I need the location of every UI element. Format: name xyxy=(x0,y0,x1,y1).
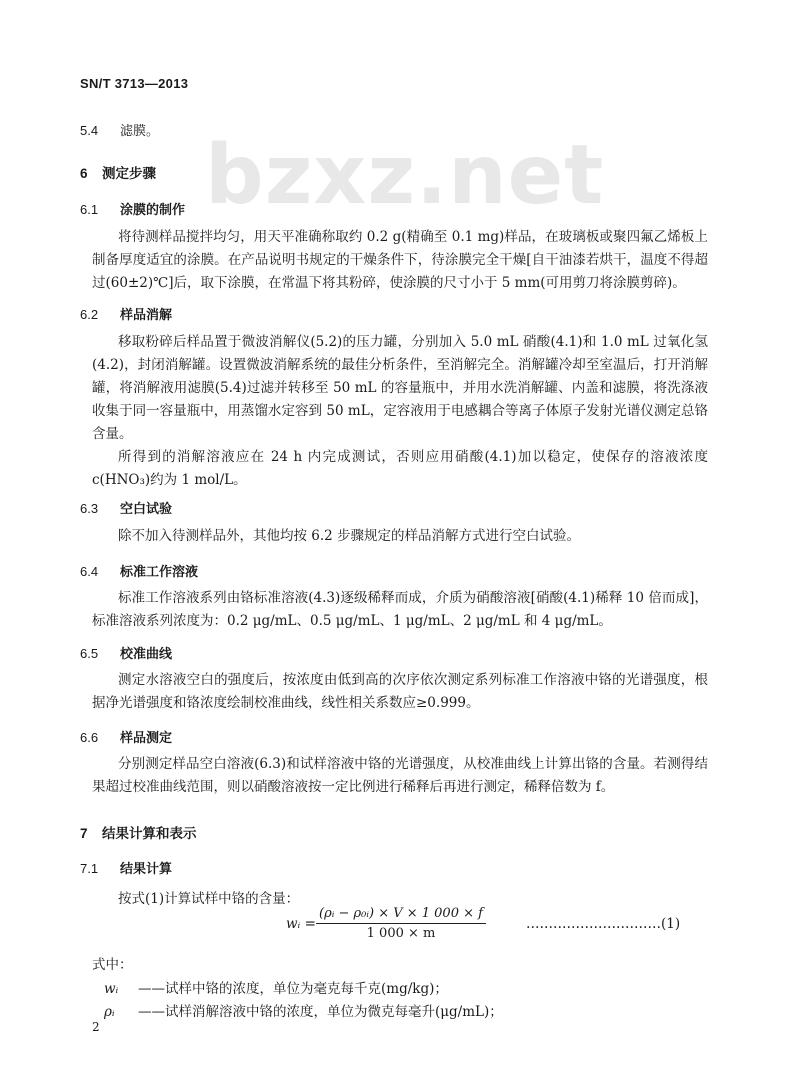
section-number: 7 xyxy=(80,826,88,841)
formula-fraction xyxy=(316,906,486,941)
section-title: 测定步骤 xyxy=(102,166,156,182)
formula-intro: 按式(1)计算试样中铬的含量： xyxy=(118,891,300,907)
variable-definition xyxy=(104,977,448,997)
section-title: 结果计算和表示 xyxy=(102,826,197,842)
page-number: 2 xyxy=(92,1020,100,1034)
formula-numerator: (ρᵢ − ρ₀ᵢ) × V × 1 000 × f xyxy=(316,906,486,924)
variable-symbol: wᵢ xyxy=(104,981,119,997)
variable-description: ——试样中铬的浓度，单位为毫克每千克(mg/kg)； xyxy=(138,981,448,997)
variable-description: ——试样消解溶液中铬的浓度，单位为微克每毫升(μg/mL)； xyxy=(138,1004,503,1020)
paragraph-6-5: 测定水溶液空白的强度后，按浓度由低到高的次序依次测定系列标准工作溶液中铬的光谱强度，根据净光谱强度和铬浓度绘制校准曲线，线性相关系数应≥0.999。 xyxy=(92,672,708,711)
section-title: 空白试验 xyxy=(120,502,173,517)
formula-equation-number: …………………………(1) xyxy=(526,916,681,932)
section-number: 7.1 xyxy=(80,861,99,876)
section-number: 6.2 xyxy=(80,307,99,322)
watermark: bzxz.net xyxy=(205,128,605,223)
section-number: 6.3 xyxy=(80,501,99,516)
section-6-1-heading xyxy=(80,199,185,218)
section-6-2-heading xyxy=(80,304,172,323)
variable-symbol: ρᵢ xyxy=(104,1004,115,1020)
section-5-4 xyxy=(80,120,159,139)
formula-1 xyxy=(286,906,706,946)
section-number: 6.1 xyxy=(80,202,99,217)
paragraph-6-6: 分别测定样品空白溶液(6.3)和试样溶液中铬的光谱强度，从校准曲线上计算出铬的含量。若测得结果超过校准曲线范围，则以硝酸溶液按一定比例进行稀释后再进行测定，稀释倍数为 f。 xyxy=(92,756,708,795)
section-6-heading xyxy=(80,162,156,182)
section-text: 滤膜。 xyxy=(120,124,160,139)
section-7-heading xyxy=(80,822,197,842)
section-number: 6.6 xyxy=(80,730,99,745)
section-number: 6.5 xyxy=(80,646,99,661)
section-title: 样品测定 xyxy=(120,731,173,746)
section-number: 6 xyxy=(80,166,88,181)
formula-lhs: wᵢ = xyxy=(286,916,316,932)
paragraph-6-2-a: 移取粉碎后样品置于微波消解仪(5.2)的压力罐，分别加入 5.0 mL 硝酸(4.1)和 1.0 mL 过氧化氢(4.2)，封闭消解罐。设置微波消解系统的最佳分析条件，至消解完全。消解罐冷却至室温后，打开消解罐，将消解液用滤膜(5.4)过滤并转移至 50 mL 的容量瓶中，并用水洗消解罐、内盖和滤膜，将洗涤液收集于同一容量瓶中，用蒸馏水定容到 50 mL，定容液用于电感耦合等离子体原子发射光谱仪测定总铬含量。 xyxy=(92,334,708,442)
section-number: 5.4 xyxy=(80,123,99,138)
paragraph-6-4: 标准工作溶液系列由铬标准溶液(4.3)逐级稀释而成，介质为硝酸溶液[硝酸(4.1)稀释 10 倍而成]，标准溶液系列浓度为：0.2 μg/mL、0.5 μg/mL、1 μg/mL、2 μg/mL 和 4 μg/mL。 xyxy=(92,590,708,629)
section-number: 6.4 xyxy=(80,564,99,579)
section-title: 结果计算 xyxy=(120,862,173,877)
section-7-1-heading xyxy=(80,858,172,877)
section-title: 涂膜的制作 xyxy=(120,203,186,218)
section-6-4-heading xyxy=(80,561,198,580)
section-6-6-heading xyxy=(80,727,172,746)
formula-denominator: 1 000 × m xyxy=(366,926,436,941)
section-6-3-heading xyxy=(80,498,172,517)
section-title: 校准曲线 xyxy=(120,647,173,662)
standard-code-header: SN/T 3713—2013 xyxy=(80,76,189,91)
section-6-5-heading xyxy=(80,643,172,662)
where-label: 式中： xyxy=(92,957,133,973)
paragraph-6-2-b: 所得到的消解溶液应在 24 h 内完成测试，否则应用硝酸(4.1)加以稳定，使保存的溶液浓度 c(HNO₃)约为 1 mol/L。 xyxy=(92,449,708,488)
paragraph-6-1: 将待测样品搅拌均匀，用天平准确称取约 0.2 g(精确至 0.1 mg)样品，在玻璃板或聚四氟乙烯板上制备厚度适宜的涂膜。在产品说明书规定的干燥条件下，待涂膜完全干燥[自干油漆若烘干，温度不得超过(60±2)℃]后，取下涂膜，在常温下将其粉碎，使涂膜的尺寸小于 5 mm(可用剪刀将涂膜剪碎)。 xyxy=(92,229,708,291)
section-title: 样品消解 xyxy=(120,308,173,323)
paragraph-6-3: 除不加入待测样品外，其他均按 6.2 步骤规定的样品消解方式进行空白试验。 xyxy=(118,528,581,544)
variable-definition xyxy=(104,1000,503,1020)
section-title: 标准工作溶液 xyxy=(120,565,199,580)
